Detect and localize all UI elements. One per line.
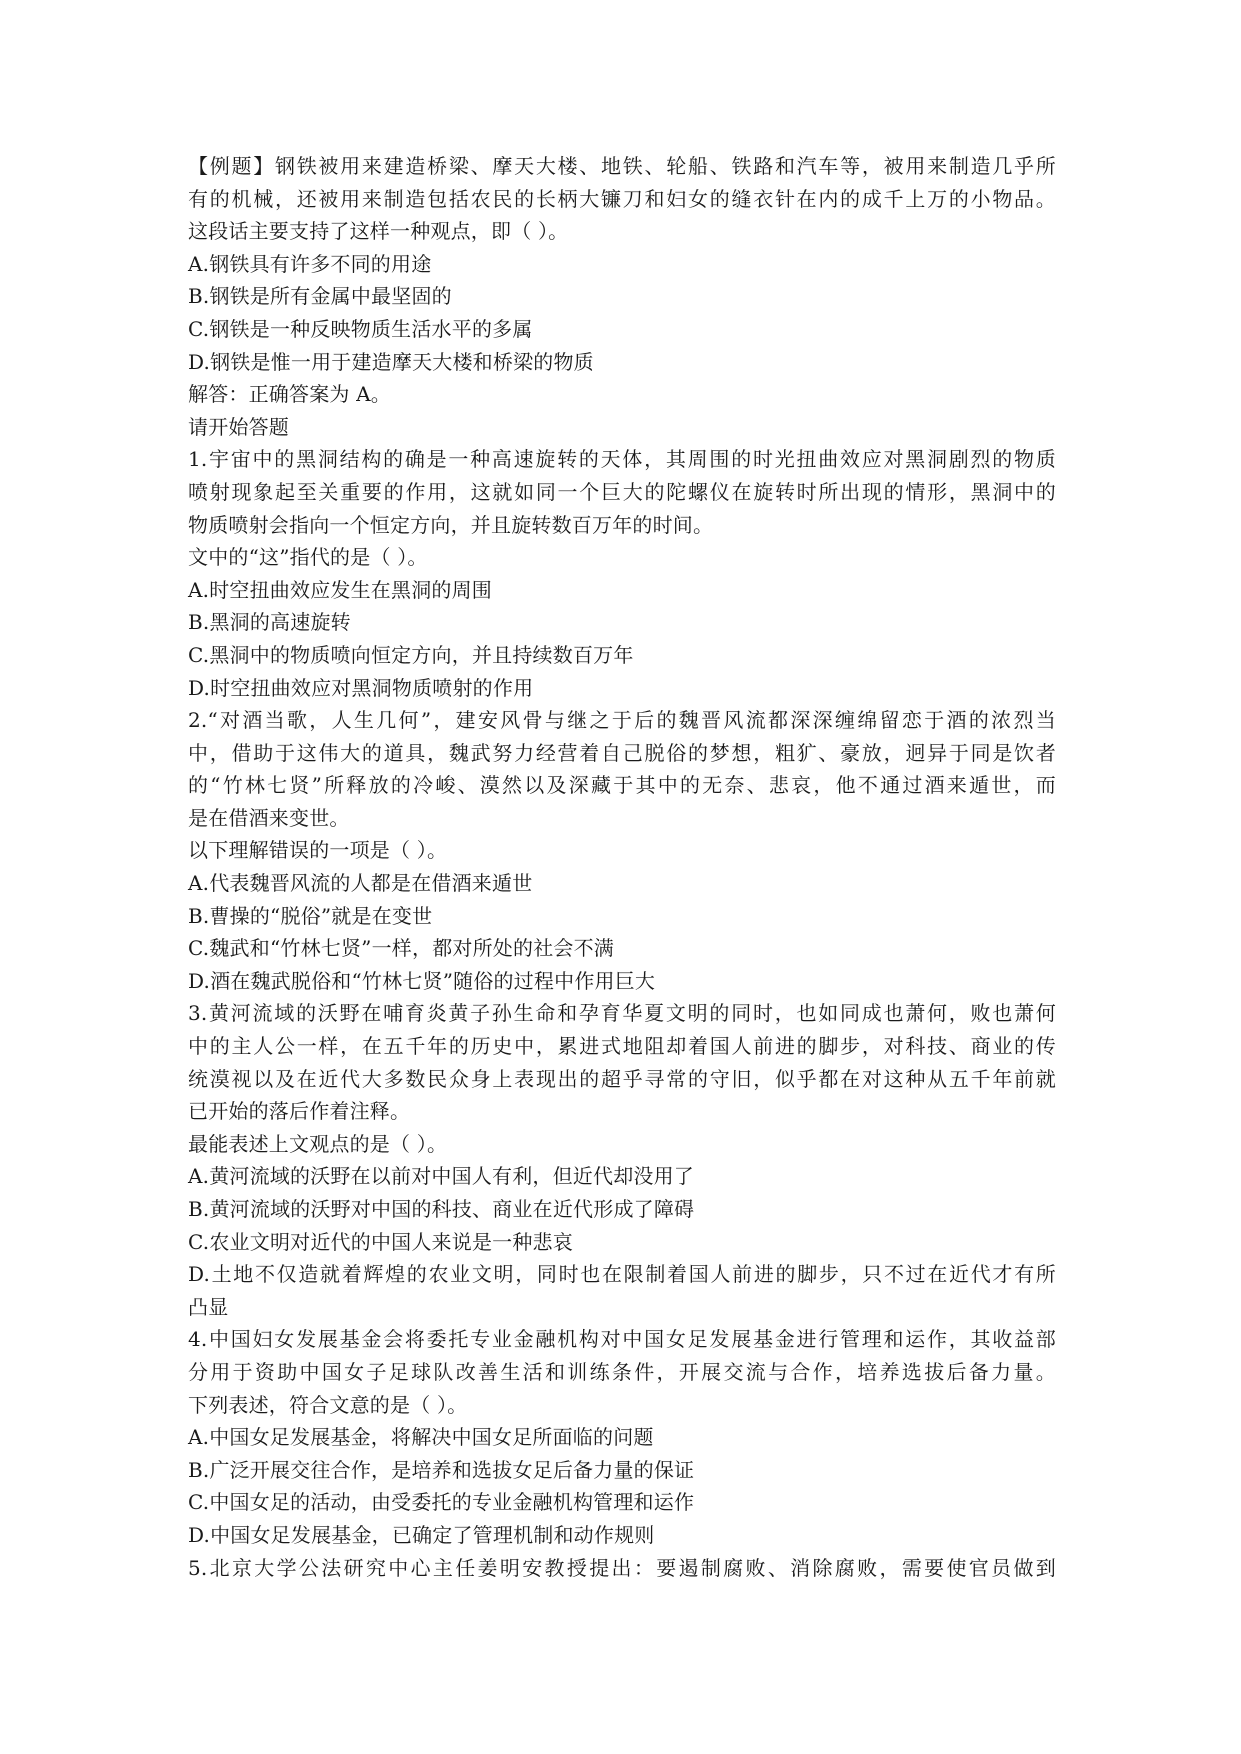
text-line: 已开始的落后作着注释。 <box>188 1099 411 1124</box>
text-line: D.土地不仅造就着辉煌的农业文明，同时也在限制着国人前进的脚步，只不过在近代才有所 <box>188 1262 1056 1287</box>
text-line: 解答：正确答案为 A。 <box>188 382 392 407</box>
text-line: 5.北京大学公法研究中心主任姜明安教授提出：要遏制腐败、消除腐败，需要使官员做到 <box>188 1555 1056 1580</box>
text-line: 分用于资助中国女子足球队改善生活和训练条件，开展交流与合作，培养选拔后备力量。 <box>188 1359 1056 1384</box>
text-line: D.酒在魏武脱俗和“竹林七贤”随俗的过程中作用巨大 <box>188 968 656 993</box>
text-line: 【例题】钢铁被用来建造桥梁、摩天大楼、地铁、轮船、铁路和汽车等，被用来制造几乎所 <box>188 154 1056 178</box>
text-line: 文中的“这”指代的是（ ）。 <box>188 545 428 570</box>
text-line: D.钢铁是惟一用于建造摩天大楼和桥梁的物质 <box>188 349 594 374</box>
text-line: 最能表述上文观点的是（ ）。 <box>188 1131 448 1156</box>
text-line: B.曹操的“脱俗”就是在变世 <box>188 903 433 928</box>
text-line: A.中国女足发展基金，将解决中国女足所面临的问题 <box>188 1425 654 1450</box>
text-line: C.农业文明对近代的中国人来说是一种悲哀 <box>188 1229 573 1254</box>
text-line: 下列表述，符合文意的是（ ）。 <box>188 1392 468 1417</box>
text-line: D.中国女足发展基金，已确定了管理机制和动作规则 <box>188 1522 655 1547</box>
text-line: B.黑洞的高速旋转 <box>188 610 351 635</box>
text-line: B.钢铁是所有金属中最坚固的 <box>188 284 452 309</box>
text-line: B.广泛开展交往合作，是培养和选拔女足后备力量的保证 <box>188 1457 695 1482</box>
text-line: 统漠视以及在近代大多数民众身上表现出的超乎寻常的守旧，似乎都在对这种从五千年前就 <box>188 1066 1056 1091</box>
text-line: 以下理解错误的一项是（ ）。 <box>188 838 448 863</box>
text-line: 的“竹林七贤”所释放的冷峻、漠然以及深藏于其中的无奈、悲哀，他不通过酒来遁世，而 <box>188 773 1056 798</box>
text-line: 1.宇宙中的黑洞结构的确是一种高速旋转的天体，其周围的时光扭曲效应对黑洞剧烈的物质 <box>188 447 1056 472</box>
text-line: A.黄河流域的沃野在以前对中国人有利，但近代却没用了 <box>188 1164 695 1189</box>
text-line: 有的机械，还被用来制造包括农民的长柄大镰刀和妇女的缝衣针在内的成千上万的小物品。 <box>188 186 1056 211</box>
text-line: 3.黄河流域的沃野在哺育炎黄子孙生命和孕育华夏文明的同时，也如同成也萧何，败也萧何 <box>188 1001 1056 1026</box>
text-line: D.时空扭曲效应对黑洞物质喷射的作用 <box>188 675 534 700</box>
text-line: 凸显 <box>188 1294 229 1319</box>
text-line: 这段话主要支持了这样一种观点，即（ ）。 <box>188 219 569 244</box>
text-line: 中的主人公一样，在五千年的历史中，累进式地阻却着国人前进的脚步，对科技、商业的传 <box>188 1034 1056 1059</box>
text-line: 物质喷射会指向一个恒定方向，并且旋转数百万年的时间。 <box>188 512 714 537</box>
text-line: A.钢铁具有许多不同的用途 <box>188 251 432 276</box>
text-line: C.钢铁是一种反映物质生活水平的多属 <box>188 316 533 341</box>
text-line: A.代表魏晋风流的人都是在借酒来遁世 <box>188 871 533 896</box>
text-line: 是在借酒来变世。 <box>188 805 350 830</box>
text-line: B.黄河流域的沃野对中国的科技、商业在近代形成了障碍 <box>188 1197 695 1221</box>
text-line: 请开始答题 <box>188 414 289 439</box>
document-page <box>188 150 1056 1584</box>
text-line: 4.中国妇女发展基金会将委托专业金融机构对中国女足发展基金进行管理和运作，其收益部 <box>188 1327 1056 1352</box>
text-line: C.黑洞中的物质喷向恒定方向，并且持续数百万年 <box>188 642 634 667</box>
text-line: 喷射现象起至关重要的作用，这就如同一个巨大的陀螺仪在旋转时所出现的情形，黑洞中的 <box>188 479 1056 504</box>
text-line: A.时空扭曲效应发生在黑洞的周围 <box>188 577 493 602</box>
text-line: 2.“对酒当歌，人生几何”，建安风骨与继之于后的魏晋风流都深深缠绵留恋于酒的浓烈当 <box>188 708 1056 733</box>
text-line: 中，借助于这伟大的道具，魏武努力经营着自己脱俗的梦想，粗犷、豪放，迥异于同是饮者 <box>188 740 1056 765</box>
text-line: C.中国女足的活动，由受委托的专业金融机构管理和运作 <box>188 1490 695 1515</box>
text-line: C.魏武和“竹林七贤”一样，都对所处的社会不满 <box>188 936 614 961</box>
